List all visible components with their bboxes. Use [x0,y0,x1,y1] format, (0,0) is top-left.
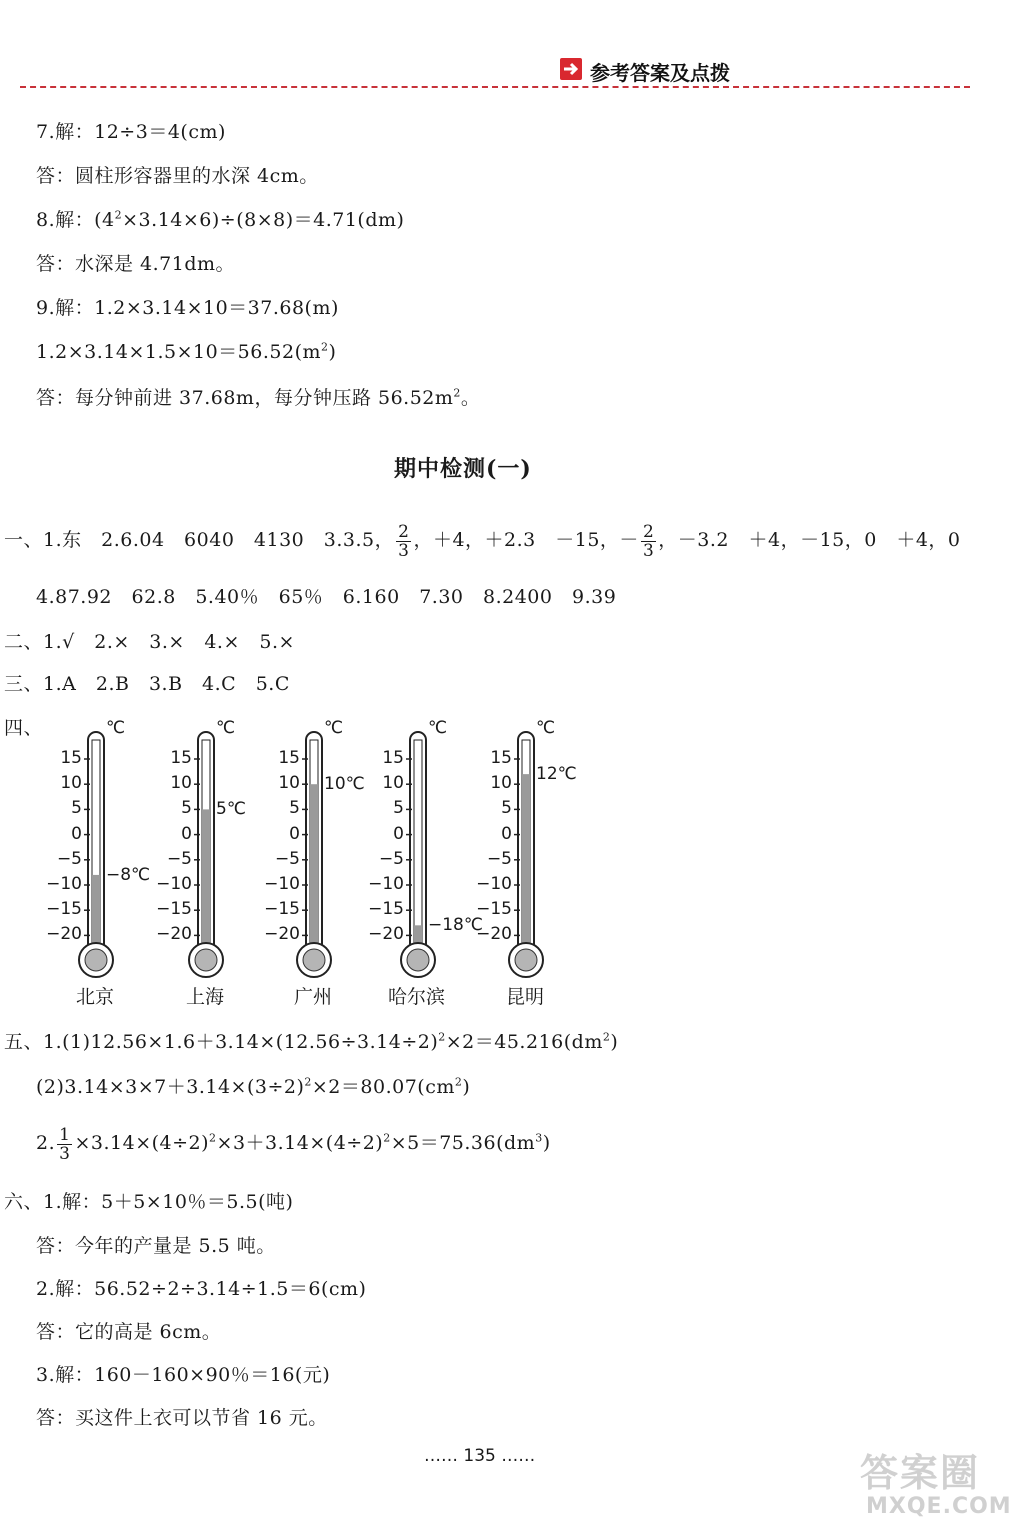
thermometer-bore [414,740,422,950]
city-label: 哈尔滨 [388,986,446,1008]
tick-label: 5 [501,798,512,819]
thermometer [258,720,378,1010]
city-label: 上海 [186,986,225,1008]
mercury-column [522,774,530,952]
tick-label: −10 [46,874,82,894]
part5-line3: 2. $\frac{1}{3}$ $\times 3.14\times(4\div 2)^2\times 3+3.14\times(4\div 2)^2\times 5=75.36(dm^3)$ [36,1124,551,1164]
tick-label: −15 [264,899,300,920]
q7-solution: 7.解：12÷3＝4(cm) [36,121,226,143]
header-arrow-icon [560,58,582,80]
tick-label: −20 [368,924,404,945]
part1-line2: 4.87.92 62.8 5.40％ 65％ 6.160 7.30 8.2400 9.39 [36,586,617,608]
tick-label: 15 [278,748,300,768]
tick-label: 0 [181,823,192,844]
temperature-label: −18℃ [428,915,483,936]
thermometer [362,720,482,1010]
q7-answer: 答：圆柱形容器里的水深 4cm。 [36,165,319,187]
fraction-2-3-b: $\frac{2}{3}$ [642,521,655,561]
tick-label: 10 [278,773,300,794]
tick-label: 0 [71,823,82,844]
tick-label: 15 [170,748,192,768]
tick-label: 15 [60,748,82,768]
unit-label: ℃ [536,718,556,738]
q8-solution: 8.解：$(4^2\times 3.14\times 6)\div(8\times 8)=4.71(dm)$ [36,208,405,231]
tick-label: −5 [378,848,404,869]
tick-label: −20 [264,924,300,945]
temperature-label: −8℃ [106,864,151,885]
tick-label: 10 [170,773,192,794]
header-divider [20,86,970,88]
part3-line: 三、1.A 2.B 3.B 4.C 5.C [4,673,290,695]
section-title: 期中检测(一) [394,456,532,482]
tick-label: 5 [393,798,404,819]
mercury-bulb [195,949,217,971]
part1-line1: 一、1.东 2.6.04 6040 4130 3.3.5， $\frac{2}{3}$ ，＋4，＋2.3 －15，－ $\frac{2}{3}$ ，－3.2 ＋4，－15，0 ＋4，0 [4,521,961,561]
unit-label: ℃ [324,718,344,738]
tick-label: 5 [289,798,300,819]
tick-label: −15 [156,899,192,920]
city-label: 昆明 [506,986,545,1008]
tick-label: −15 [46,899,82,920]
thermometer [470,720,590,1010]
tick-label: −10 [156,874,192,894]
tick-label: −20 [46,924,82,945]
tick-label: 5 [181,798,192,819]
temperature-label: 5℃ [216,799,246,820]
q9-solution-line2: $1.2\times 3.14\times 1.5\times 10=56.52(m^2)$ [36,340,337,363]
mercury-bulb [303,949,325,971]
tick-label: 10 [60,773,82,794]
part5-line2: $(2)3.14\times 3\times 7+3.14\times(3\div 2)^2\times 2=80.07(cm^2)$ [36,1075,471,1098]
temperature-label: 12℃ [536,764,577,785]
tick-label: 10 [382,773,404,794]
mercury-bulb [407,949,429,971]
part6-q2-answer: 答：它的高是 6cm。 [36,1321,222,1343]
mercury-bulb [85,949,107,971]
tick-label: −10 [264,874,300,894]
fraction-2-3: $\frac{2}{3}$ [398,521,410,561]
unit-label: ℃ [428,718,448,738]
tick-label: −10 [476,874,512,894]
tick-label: 15 [490,748,512,768]
part5-line1: 五、$1.(1)12.56\times 1.6+3.14\times(12.56\div 3.14\div 2)^2\times 2=45.216(dm^2)$ [4,1030,619,1053]
tick-label: −20 [476,924,512,945]
city-label: 北京 [76,986,115,1008]
tick-label: −5 [486,848,512,869]
thermometer [150,720,270,1010]
watermark-url: MXQE.COM [866,1494,1012,1519]
tick-label: 10 [490,773,512,794]
part6-q2-solution: 2.解：56.52÷2÷3.14÷1.5＝6(cm) [36,1278,367,1300]
header-title: 参考答案及点拨 [590,61,730,85]
page-number: …… 135 …… [424,1446,536,1466]
tick-label: −5 [166,848,192,869]
part6-q1-answer: 答：今年的产量是 5.5 吨。 [36,1235,276,1257]
tick-label: −15 [476,899,512,920]
tick-label: 0 [393,823,404,844]
fraction-1-3: $\frac{1}{3}$ [59,1124,71,1164]
mercury-column [310,784,318,952]
mercury-bulb [515,949,537,971]
unit-label: ℃ [216,718,236,738]
tick-label: −20 [156,924,192,945]
tick-label: 15 [382,748,404,768]
q8-answer: 答：水深是 4.71dm。 [36,253,236,275]
tick-label: 0 [501,823,512,844]
mercury-column [202,809,210,952]
mercury-column [92,875,100,952]
watermark-logo: 答案圈 [860,1451,981,1495]
q9-solution: 9.解：1.2×3.14×10＝37.68(m) [36,297,339,319]
tick-label: −15 [368,899,404,920]
thermometer [40,720,160,1010]
city-label: 广州 [294,986,333,1008]
tick-label: −5 [56,848,82,869]
part6-q3-solution: 3.解：160－160×90％＝16(元) [36,1364,331,1386]
unit-label: ℃ [106,718,126,738]
tick-label: −10 [368,874,404,894]
part4-label: 四、 [4,717,44,739]
part2-line: 二、1.√ 2.× 3.× 4.× 5.× [4,631,295,653]
tick-label: 0 [289,823,300,844]
q9-answer: 答：每分钟前进 37.68m，每分钟压路 $56.52m^2$。 [36,386,481,409]
part6-q1-solution: 六、1.解：5＋5×10％＝5.5(吨) [4,1191,294,1213]
tick-label: 5 [71,798,82,819]
part6-q3-answer: 答：买这件上衣可以节省 16 元。 [36,1407,328,1429]
tick-label: −5 [274,848,300,869]
temperature-label: 10℃ [324,774,365,795]
